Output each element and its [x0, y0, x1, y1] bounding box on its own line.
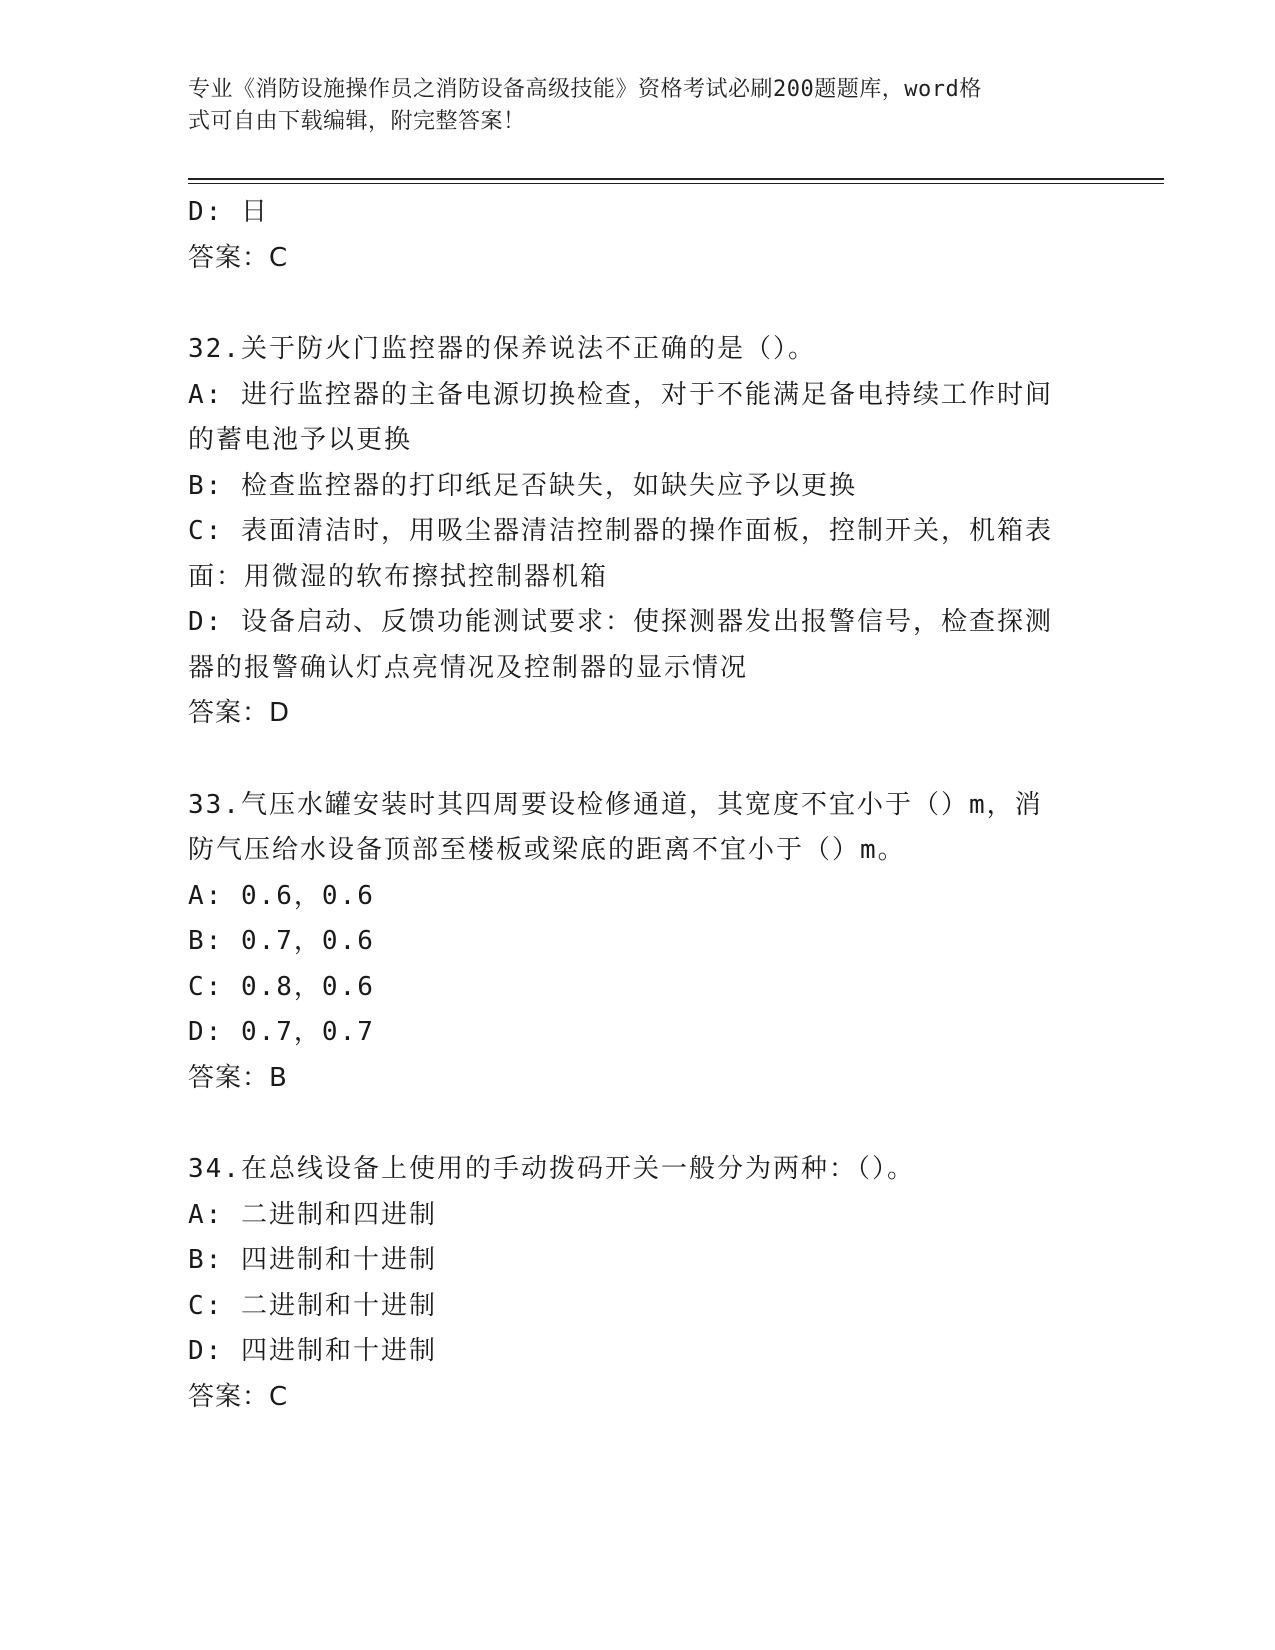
option-c-continued: 面：用微湿的软布擦拭控制器机箱 — [188, 561, 609, 592]
answer-label: 答案：B — [188, 1062, 288, 1093]
option-a: A: 0.6，0.6 — [188, 880, 375, 911]
question-stem: 32.关于防火门监控器的保养说法不正确的是（）。 — [188, 334, 816, 364]
option-a: A: 二进制和四进制 — [188, 1199, 437, 1230]
question-stem-continued: 防气压给水设备顶部至楼板或梁底的距离不宜小于（）m。 — [188, 835, 906, 865]
question-32 — [188, 327, 1088, 737]
question-34 — [188, 1147, 1088, 1420]
option-a-continued: 的蓄电池予以更换 — [188, 425, 413, 455]
spacer — [188, 737, 1088, 783]
question-stem: 33.气压水罐安装时其四周要设检修通道，其宽度不宜小于（）m，消 — [188, 789, 1043, 820]
option-c: C: 二进制和十进制 — [188, 1290, 437, 1321]
question-33 — [188, 783, 1088, 1102]
option-b: B: 检查监控器的打印纸足否缺失，如缺失应予以更换 — [188, 470, 857, 501]
answer-label: 答案：C — [188, 1381, 289, 1412]
header-divider-thin — [188, 183, 1164, 184]
spacer — [188, 281, 1088, 327]
option-d: D: 四进制和十进制 — [188, 1336, 437, 1366]
option-d: D: 设备启动、反馈功能测试要求：使探测器发出报警信号，检查探测 — [188, 607, 1053, 637]
option-d-continued: 器的报警确认灯点亮情况及控制器的显示情况 — [188, 652, 749, 683]
option-b: B: 0.7，0.6 — [188, 926, 375, 956]
question-list — [188, 190, 1088, 1420]
header-divider-thick — [188, 178, 1164, 180]
option-b: B: 四进制和十进制 — [188, 1245, 437, 1275]
answer-label: 答案：D — [188, 698, 291, 728]
question-stem: 34.在总线设备上使用的手动拨码开关一般分为两种：（）。 — [188, 1154, 915, 1184]
option-c: C: 表面清洁时，用吸尘器清洁控制器的操作面板，控制开关，机箱表 — [188, 516, 1053, 546]
option-c: C: 0.8，0.6 — [188, 971, 375, 1002]
option-d: D: 日 — [188, 197, 269, 227]
spacer — [188, 1101, 1088, 1147]
document-header — [188, 74, 1088, 138]
option-d: D: 0.7，0.7 — [188, 1017, 375, 1047]
header-line-2: 式可自由下载编辑，附完整答案！ — [188, 109, 526, 134]
prev-question-tail — [188, 190, 1088, 281]
answer-label: 答案：C — [188, 242, 289, 273]
option-a: A: 进行监控器的主备电源切换检查，对于不能满足备电持续工作时间 — [188, 379, 1053, 410]
header-line-1: 专业《消防设施操作员之消防设备高级技能》资格考试必刷200题题库，word格 — [188, 77, 982, 102]
